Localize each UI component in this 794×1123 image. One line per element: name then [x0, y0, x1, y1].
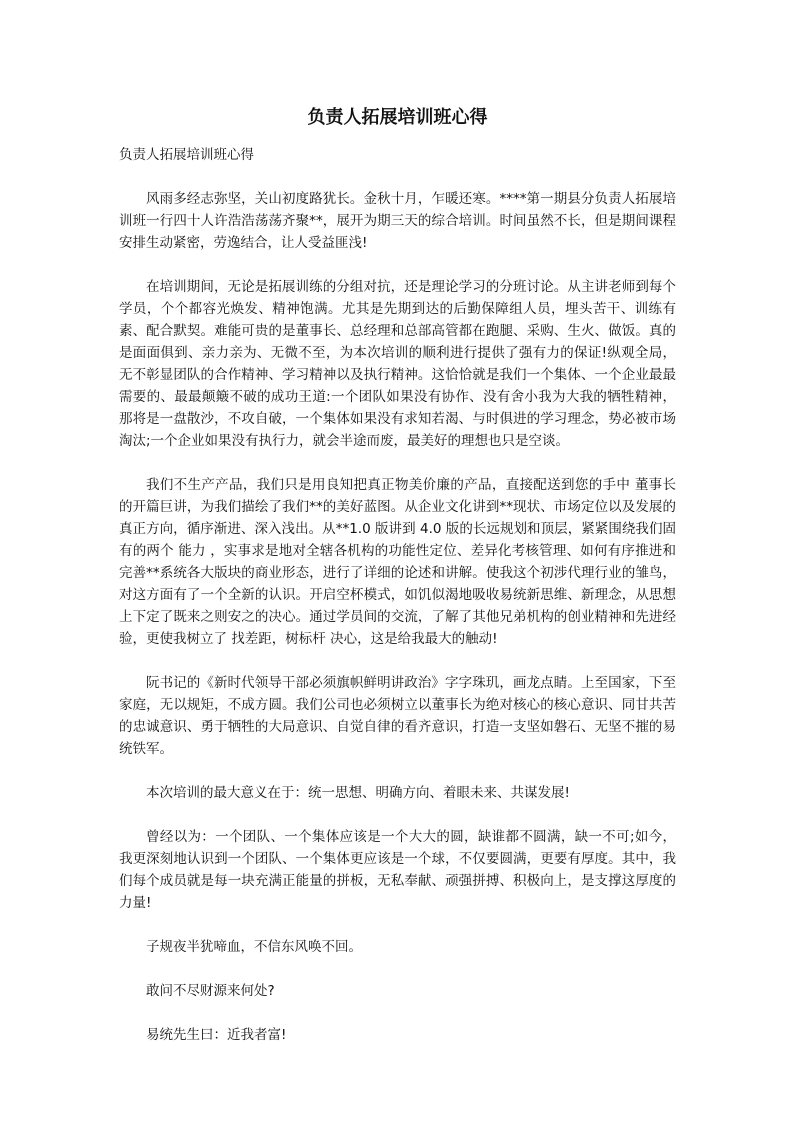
- document-title: 负责人拓展培训班心得: [307, 107, 488, 128]
- document-subtitle: 负责人拓展培训班心得: [119, 147, 254, 163]
- paragraph: 我们不生产产品，我们只是用良知把真正物美价廉的产品，直接配送到您的手中 董事长的开篇巨讲，为我们描绘了我们**的美好蓝图。从企业文化讲到**现状、市场定位以及发展的真正方向，循序渐进、深入浅出。从**1.0 版讲到 4.0 版的长远规划和顶层，紧紧围绕我们固有的两个 能力 ，实事求是地对全辖各机构的功能性定位、差异化考核管理、如何有序推进和完善**系统各大版块的商业形态，进行了详细的论述和讲解。使我这个初涉代理行业的雏鸟，对这方面有了一个全新的认识。开启空杯模式，如饥似渴地吸收易统新思维、新理念，从思想上下定了既来之则安之的决心。通过学员间的交流，了解了其他兄弟机构的创业精神和先进经验，更使我树立了 找差距，树标杆 决心，这是给我最大的触动!: [119, 477, 676, 647]
- paragraph: 在培训期间，无论是拓展训练的分组对抗，还是理论学习的分班讨论。从主讲老师到每个学员，个个都容光焕发、精神饱满。尤其是先期到达的后勤保障组人员，埋头苦干、训练有素、配合默契。难能可贵的是董事长、总经理和总部高管都在跑腿、采购、生火、做饭。真的是面面俱到、亲力亲为、无微不至，为本次培训的顺利进行提供了强有力的保证!纵观全局，无不彰显团队的合作精神、学习精神以及执行精神。这恰恰就是我们一个集体、一个企业最最需要的、最最颠簸不破的成功王道:一个团队如果没有协作、没有舍小我为大我的牺牲精神，那将是一盘散沙，不攻自破，一个集体如果没有求知若渴、与时俱进的学习理念，势必被市场淘汰;一个企业如果没有执行力，就会半途而废，最美好的理想也只是空谈。: [119, 279, 676, 449]
- paragraph: 易统先生曰：近我者富!: [146, 1027, 287, 1043]
- paragraph: 本次培训的最大意义在于：统一思想、明确方向、着眼未来、共谋发展!: [146, 785, 570, 801]
- paragraph: 风雨多经志弥坚，关山初度路犹长。金秋十月，乍暖还寒。****第一期县分负责人拓展培训班一行四十人许浩浩荡荡齐聚**，展开为期三天的综合培训。时间虽然不长，但是期间课程安排生动紧密，劳逸结合，让人受益匪浅!: [119, 191, 676, 251]
- paragraph: 子规夜半犹啼血，不信东风唤不回。: [146, 939, 362, 955]
- paragraph: 曾经以为：一个团队、一个集体应该是一个大大的圆，缺谁都不圆满，缺一不可;如今，我更深刻地认识到一个团队、一个集体更应该是一个球，不仅要圆满，更要有厚度。其中，我们每个成员就是每一块充满正能量的拼板，无私奉献、顽强拼搏、积极向上，是支撑这厚度的力量!: [119, 829, 676, 911]
- paragraph: 敢问不尽财源来何处?: [146, 983, 275, 999]
- paragraph: 阮书记的《新时代领导干部必须旗帜鲜明讲政治》字字珠玑，画龙点睛。上至国家，下至家庭，无以规矩，不成方圆。我们公司也必须树立以董事长为绝对核心的核心意识、同甘共苦的忠诚意识、勇于牺牲的大局意识、自觉自律的看齐意识，打造一支坚如磐石、无坚不摧的易统铁军。: [119, 675, 676, 757]
